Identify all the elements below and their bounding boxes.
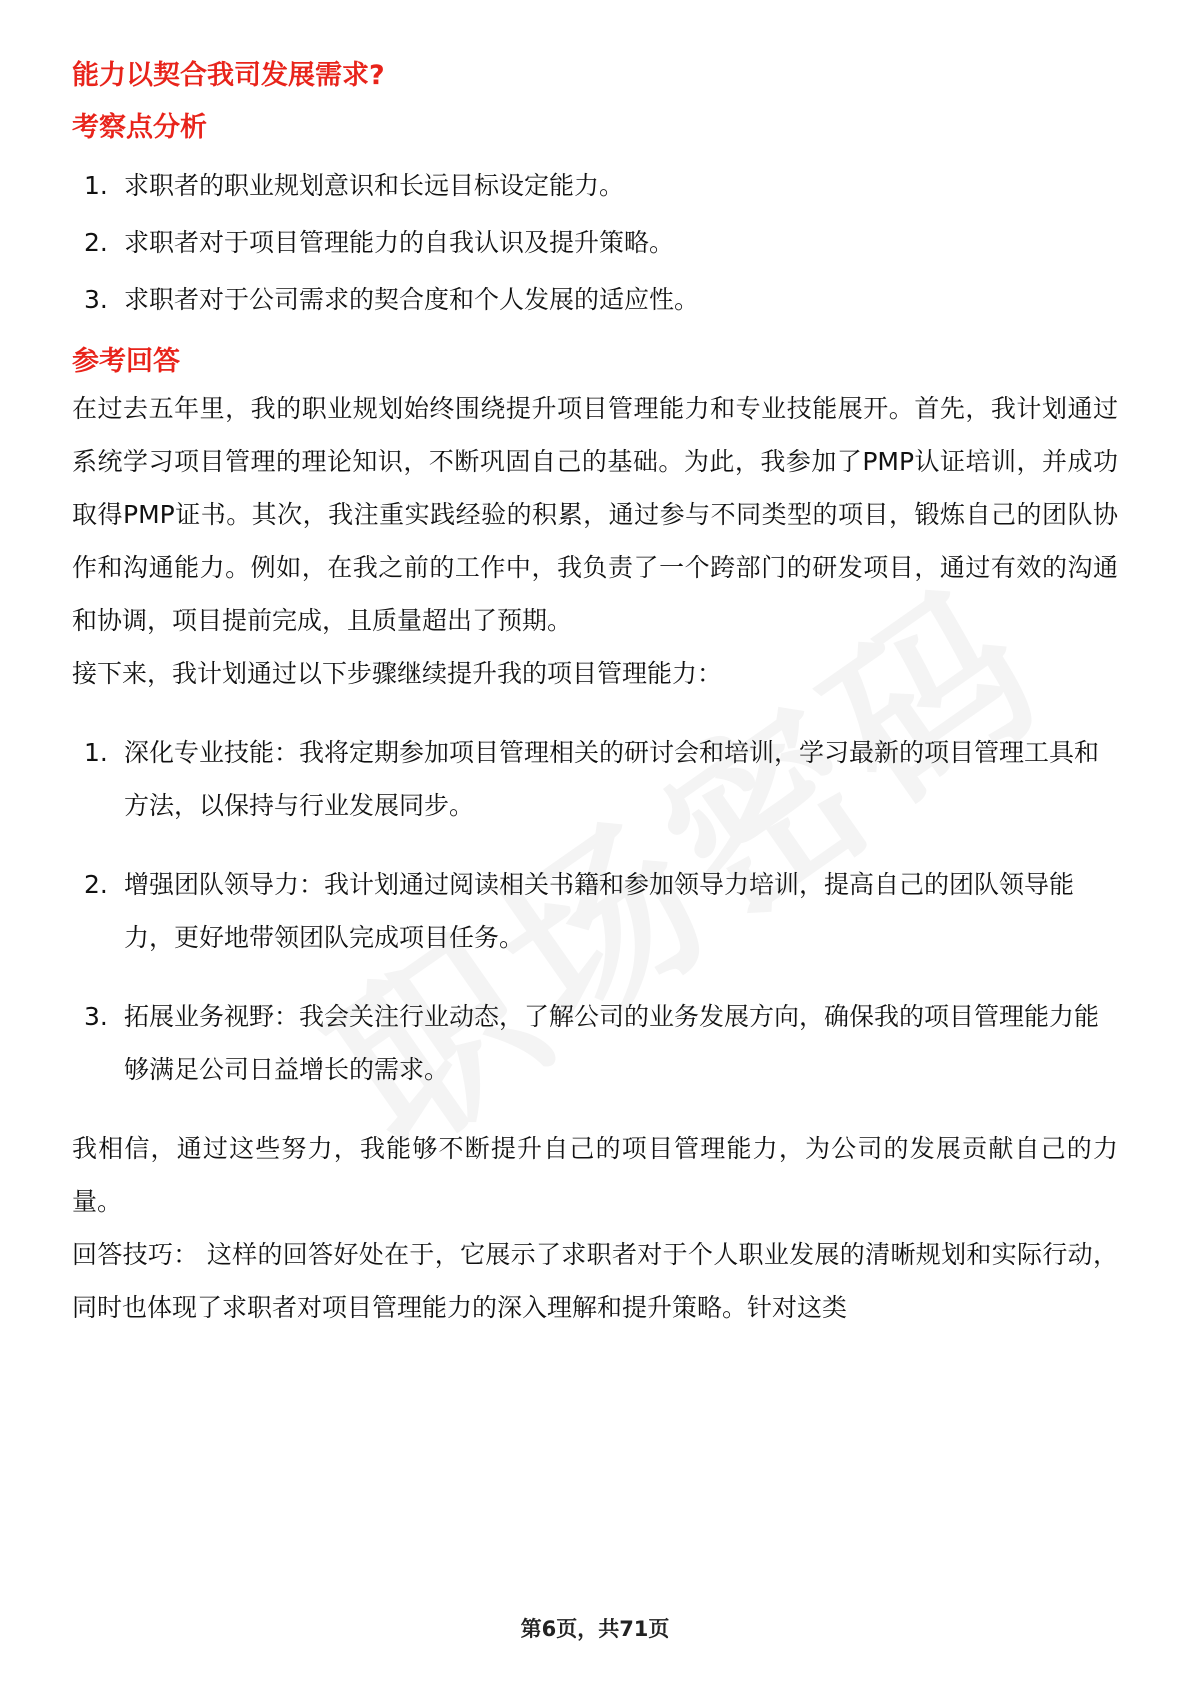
analysis-text: 求职者对于公司需求的契合度和个人发展的适应性。 — [124, 285, 700, 314]
step-item — [72, 726, 1118, 832]
analysis-text: 求职者对于项目管理能力的自我认识及提升策略。 — [124, 228, 675, 257]
analysis-heading: 考察点分析 — [72, 112, 207, 143]
list-number: 1. — [84, 738, 108, 767]
step-text: 深化专业技能：我将定期参加项目管理相关的研讨会和培训，学习最新的项目管理工具和方法，以保持与行业发展同步。 — [124, 738, 1100, 820]
list-number: 3. — [84, 285, 108, 314]
analysis-item — [72, 280, 1118, 320]
list-number: 2. — [84, 228, 108, 257]
list-number: 3. — [84, 1002, 108, 1031]
steps-intro: 接下来，我计划通过以下步骤继续提升我的项目管理能力： — [72, 659, 723, 688]
list-number: 1. — [84, 171, 108, 200]
question-heading: 能力以契合我司发展需求? — [72, 60, 385, 91]
analysis-item — [72, 223, 1118, 263]
analysis-text: 求职者的职业规划意识和长远目标设定能力。 — [124, 171, 625, 200]
tips-text: 这样的回答好处在于，它展示了求职者对于个人职业发展的清晰规划和实际行动，同时也体现了求职者对项目管理能力的深入理解和提升策略。针对这类 — [72, 1240, 1118, 1322]
list-number: 2. — [84, 870, 108, 899]
step-item — [72, 858, 1118, 964]
conclusion-paragraph: 我相信，通过这些努力，我能够不断提升自己的项目管理能力，为公司的发展贡献自己的力量。 — [72, 1134, 1118, 1216]
document-page — [72, 48, 1118, 1334]
analysis-item — [72, 166, 1118, 206]
step-text: 增强团队领导力：我计划通过阅读相关书籍和参加领导力培训，提高自己的团队领导能力，更好地带领团队完成项目任务。 — [124, 870, 1075, 952]
step-item — [72, 990, 1118, 1096]
answer-heading: 参考回答 — [72, 346, 180, 377]
steps-list — [72, 726, 1118, 1096]
tips-label: 回答技巧： — [72, 1240, 199, 1269]
tips-paragraph — [72, 1228, 1118, 1334]
step-text: 拓展业务视野：我会关注行业动态，了解公司的业务发展方向，确保我的项目管理能力能够满足公司日益增长的需求。 — [124, 1002, 1100, 1084]
page-number: 第6页，共71页 — [520, 1617, 670, 1641]
answer-paragraph: 在过去五年里，我的职业规划始终围绕提升项目管理能力和专业技能展开。首先，我计划通过系统学习项目管理的理论知识，不断巩固自己的基础。为此，我参加了PMP认证培训，并成功取得PMP证书。其次，我注重实践经验的积累，通过参与不同类型的项目，锻炼自己的团队协作和沟通能力。例如，在我之前的工作中，我负责了一个跨部门的研发项目，通过有效的沟通和协调，项目提前完成，且质量超出了预期。 — [72, 394, 1118, 635]
analysis-list — [72, 166, 1118, 320]
